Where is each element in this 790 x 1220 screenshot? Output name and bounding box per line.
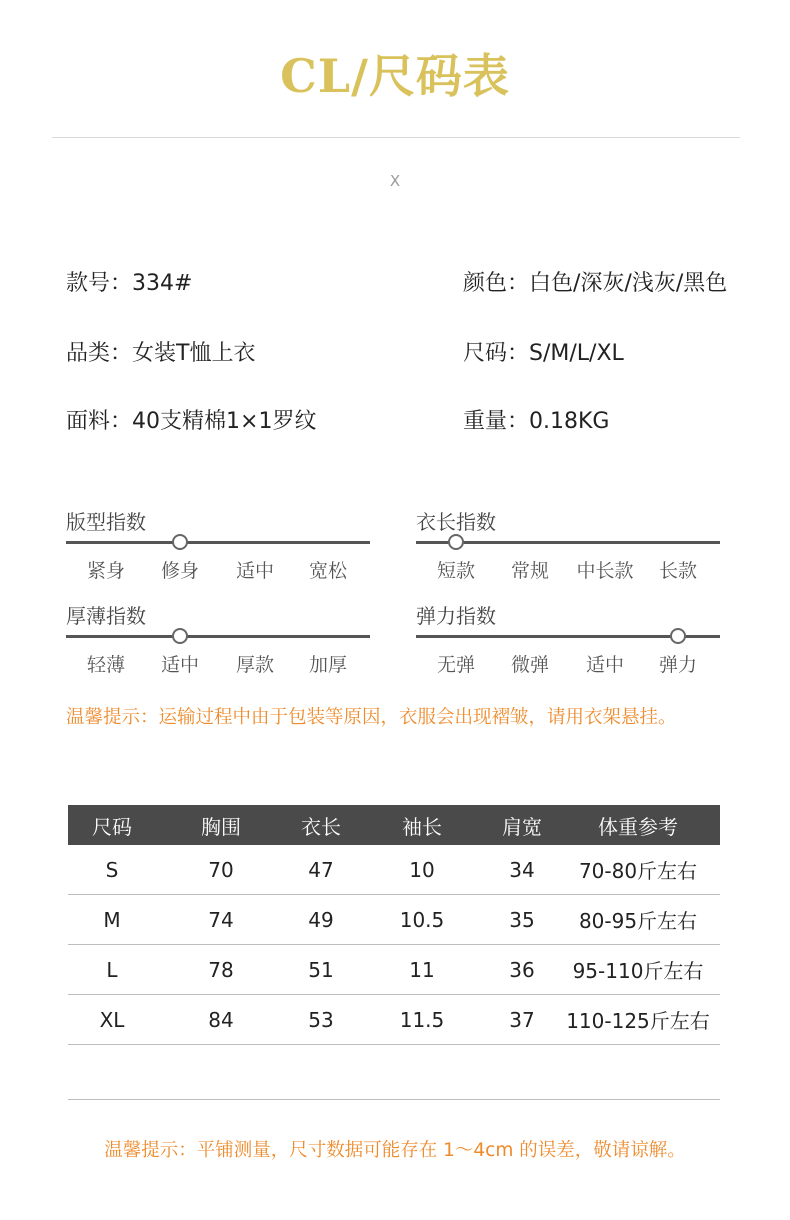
- table-cell: M: [68, 895, 156, 945]
- table-cell: 37: [488, 995, 556, 1045]
- index-title: 衣长指数: [416, 510, 496, 534]
- fit-index: [66, 506, 370, 588]
- index-option: 适中: [160, 654, 200, 676]
- table-cell: 11.5: [356, 995, 488, 1045]
- index-option: 适中: [585, 654, 625, 676]
- table-cell: 10.5: [356, 895, 488, 945]
- table-cell: XL: [68, 995, 156, 1045]
- spec-value: 0.18KG: [529, 409, 610, 434]
- spec-style-number: [66, 266, 192, 297]
- index-marker: [670, 628, 686, 644]
- table-cell: 35: [488, 895, 556, 945]
- table-cell: S: [68, 845, 156, 895]
- spec-category: [66, 336, 255, 367]
- table-cell: 53: [286, 995, 356, 1045]
- index-option: 无弹: [436, 654, 476, 676]
- spec-sizes: [463, 336, 624, 367]
- elasticity-index: [416, 600, 720, 682]
- table-cell: 49: [286, 895, 356, 945]
- index-option: 修身: [160, 560, 200, 582]
- index-title: 厚薄指数: [66, 604, 146, 628]
- spec-value: S/M/L/XL: [529, 341, 624, 366]
- table-cell: 36: [488, 945, 556, 995]
- table-cell: 47: [286, 845, 356, 895]
- column-header: 体重参考: [556, 805, 720, 845]
- index-title: 版型指数: [66, 510, 146, 534]
- spec-fabric: [66, 404, 316, 435]
- table-row: [68, 895, 720, 945]
- index-option: 短款: [436, 560, 476, 582]
- table-cell: 70-80斤左右: [556, 845, 720, 895]
- close-icon[interactable]: X: [389, 172, 401, 190]
- spec-weight: [463, 404, 609, 435]
- spec-label: 颜色：: [463, 271, 530, 296]
- table-cell: 84: [156, 995, 286, 1045]
- index-option: 轻薄: [86, 654, 126, 676]
- table-footer-divider: [68, 1099, 720, 1100]
- spec-label: 面料：: [66, 409, 133, 434]
- table-cell: L: [68, 945, 156, 995]
- table-cell: 34: [488, 845, 556, 895]
- spec-label: 重量：: [463, 409, 530, 434]
- index-option: 常规: [510, 560, 550, 582]
- column-header: 肩宽: [488, 805, 556, 845]
- column-header: 衣长: [286, 805, 356, 845]
- index-marker: [448, 534, 464, 550]
- table-row: [68, 945, 720, 995]
- index-option: 加厚: [308, 654, 348, 676]
- index-option: 适中: [235, 560, 275, 582]
- table-cell: 70: [156, 845, 286, 895]
- spec-label: 款号：: [66, 271, 133, 296]
- table-cell: 11: [356, 945, 488, 995]
- index-title: 弹力指数: [416, 604, 496, 628]
- spec-value: 334#: [132, 271, 193, 296]
- measurement-tip: 温馨提示：平铺测量，尺寸数据可能存在 1～4cm 的误差，敬请谅解。: [104, 1140, 686, 1161]
- index-track: [66, 635, 370, 638]
- spec-value: 白色/深灰/浅灰/黑色: [529, 271, 728, 296]
- table-cell: 51: [286, 945, 356, 995]
- table-header-row: [68, 805, 720, 845]
- table-cell: 80-95斤左右: [556, 895, 720, 945]
- index-option: 弹力: [658, 654, 698, 676]
- title-divider: [52, 137, 740, 138]
- table-cell: 78: [156, 945, 286, 995]
- spec-label: 品类：: [66, 341, 133, 366]
- spec-value: 40支精棉1×1罗纹: [132, 409, 317, 434]
- index-option: 宽松: [308, 560, 348, 582]
- table-cell: 95-110斤左右: [556, 945, 720, 995]
- table-row: [68, 845, 720, 895]
- index-option: 长款: [658, 560, 698, 582]
- spec-label: 尺码：: [463, 341, 530, 366]
- spec-colors: [463, 266, 727, 297]
- table-row: [68, 995, 720, 1045]
- index-option: 微弹: [510, 654, 550, 676]
- column-header: 胸围: [156, 805, 286, 845]
- shipping-tip: 温馨提示：运输过程中由于包装等原因，衣服会出现褶皱，请用衣架悬挂。: [66, 707, 677, 728]
- index-option: 厚款: [235, 654, 275, 676]
- table-cell: 110-125斤左右: [556, 995, 720, 1045]
- spec-value: 女装T恤上衣: [132, 341, 256, 366]
- index-option: 中长款: [576, 560, 634, 582]
- column-header: 袖长: [356, 805, 488, 845]
- size-table: [68, 805, 720, 1045]
- length-index: [416, 506, 720, 588]
- page-title: CL/尺码表: [280, 49, 510, 103]
- index-track: [66, 541, 370, 544]
- table-cell: 74: [156, 895, 286, 945]
- index-marker: [172, 628, 188, 644]
- column-header: 尺码: [68, 805, 156, 845]
- index-option: 紧身: [86, 560, 126, 582]
- thickness-index: [66, 600, 370, 682]
- index-marker: [172, 534, 188, 550]
- table-cell: 10: [356, 845, 488, 895]
